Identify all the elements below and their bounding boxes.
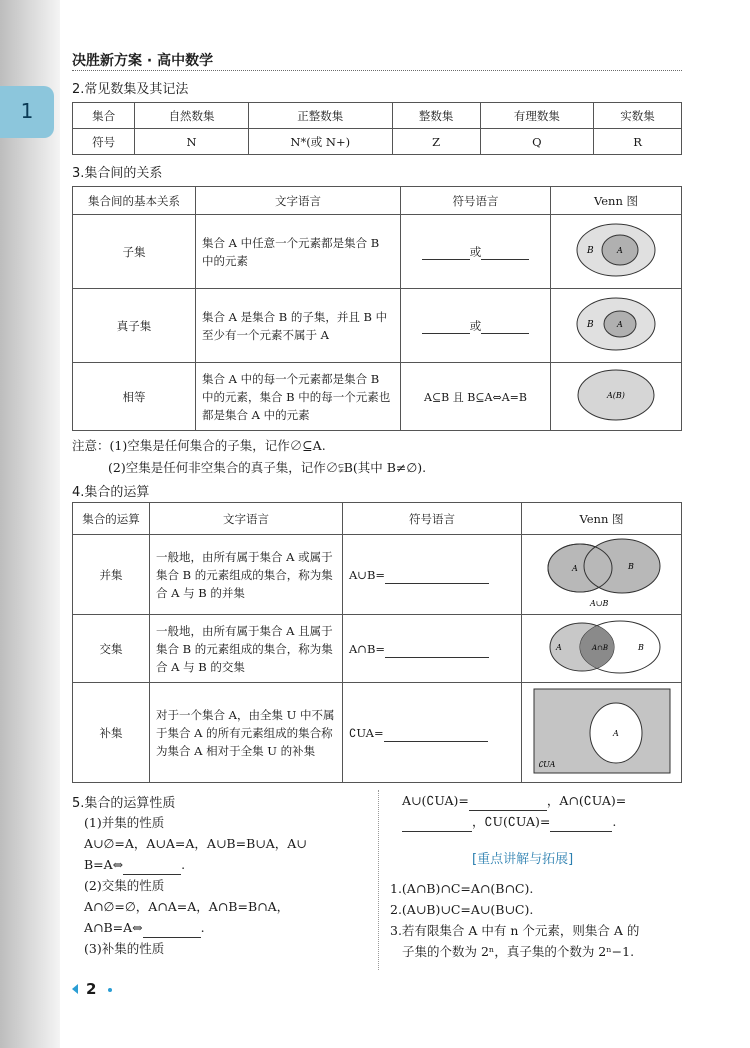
kp-2: 2.(A∪B)∪C=A∪(B∪C). [390, 902, 534, 917]
cell: 符号 [73, 129, 135, 155]
venn-label: A [555, 643, 562, 652]
cell: 集合的运算 [73, 503, 150, 535]
page-header: 决胜新方案 · 高中数学 [72, 53, 214, 69]
cell: 符号语言 [343, 503, 522, 535]
p3-title: (3)补集的性质 [84, 941, 165, 956]
cell: Venn 图 [522, 503, 682, 535]
rc-text: ，∁U(∁UA)= [472, 814, 551, 829]
cell: 有理数集 [480, 103, 594, 129]
answer-blank[interactable] [385, 583, 489, 584]
cell [401, 215, 551, 289]
key-points [390, 878, 690, 962]
cell [551, 289, 682, 363]
cell: 相等 [73, 363, 196, 431]
page-arrow-icon [72, 984, 78, 994]
cell: 集合 A 中任意一个元素都是集合 B 中的元素 [196, 215, 401, 289]
cell [522, 615, 682, 683]
section-3-title: 3.集合间的关系 [72, 166, 163, 181]
cell: 集合 [73, 103, 135, 129]
kp-1: 1.(A∩B)∩C=A∩(B∩C). [390, 881, 534, 896]
cell: 补集 [73, 683, 150, 783]
kp-3-l2: 子集的个数为 2ⁿ，真子集的个数为 2ⁿ−1. [402, 944, 635, 959]
venn-intersection [532, 616, 672, 678]
cell: 符号语言 [401, 187, 551, 215]
cell [522, 535, 682, 615]
rc-line1 [402, 790, 692, 811]
venn-label: B [587, 320, 594, 330]
venn-subset [571, 220, 661, 280]
right-column [402, 790, 692, 832]
rc-text: ，A∩(∁UA)= [546, 793, 627, 808]
symbol-text: A∪B= [349, 567, 386, 582]
note-2: (2)空集是任何非空集合的真子集，记作∅⫋B(其中 B≠∅). [108, 460, 427, 475]
kp-3-l1: 3.若有限集合 A 中有 n 个元素，则集合 A 的 [390, 923, 640, 938]
key-points-title: [重点讲解与拓展] [472, 852, 574, 867]
cell [343, 615, 522, 683]
note-1: 注意：(1)空集是任何集合的子集，记作∅⊆A. [72, 438, 326, 453]
section-4-title: 4.集合的运算 [72, 485, 150, 500]
venn-label: B [627, 562, 634, 571]
cell: 自然数集 [135, 103, 249, 129]
cell: 文字语言 [150, 503, 343, 535]
column-divider [378, 790, 379, 970]
number-sets-table [72, 102, 682, 155]
cell: 一般地，由所有属于集合 A 或属于集合 B 的元素组成的集合，称为集合 A 与 B 的并集 [150, 535, 343, 615]
cell: 一般地，由所有属于集合 A 且属于集合 B 的元素组成的集合，称为集合 A 与 B 的交集 [150, 615, 343, 683]
page-dot-icon [108, 988, 112, 992]
cell: 文字语言 [196, 187, 401, 215]
symbol-text: A∩B= [349, 641, 386, 656]
cell: Z [392, 129, 480, 155]
answer-blank[interactable] [422, 259, 470, 260]
page-number: 2 [86, 980, 97, 998]
cell: 正整数集 [248, 103, 392, 129]
cell: 并集 [73, 535, 150, 615]
venn-label: A [571, 564, 578, 573]
p2-line1: A∩∅=∅，A∩A=A，A∩B=B∩A， [84, 899, 290, 914]
cell [401, 289, 551, 363]
relations-table [72, 186, 682, 431]
cell [522, 683, 682, 783]
cell [551, 363, 682, 431]
or-text: 或 [469, 244, 482, 259]
cell: N*(或 N+) [248, 129, 392, 155]
venn-union [532, 535, 672, 611]
answer-blank[interactable] [481, 259, 529, 260]
section-2-title: 2.常见数集及其记法 [72, 82, 189, 97]
venn-label: A∩B [591, 644, 608, 652]
answer-blank[interactable] [384, 741, 488, 742]
section-5-title: 5.集合的运算性质 [72, 796, 176, 811]
venn-proper-subset [571, 294, 661, 354]
cell: 交集 [73, 615, 150, 683]
chapter-tab: 1 [0, 86, 54, 138]
venn-caption: A∪B [589, 599, 608, 608]
cell: Q [480, 129, 594, 155]
p1-line1: A∪∅=A，A∪A=A，A∪B=B∪A，A∪ [84, 836, 307, 851]
p2-line2-text: A∩B=A⇔ [84, 920, 143, 935]
p2-line2: A∩B=A⇔ . [84, 917, 364, 938]
page-edge-bar [0, 0, 60, 1048]
venn-label: A(B) [607, 391, 625, 400]
cell: A⊆B 且 B⊆A⇔A=B [401, 363, 551, 431]
p1-title: (1)并集的性质 [84, 815, 165, 830]
answer-blank[interactable] [422, 333, 470, 334]
operations-table [72, 502, 682, 783]
cell: R [594, 129, 682, 155]
p1-line2-text: B=A⇔ [84, 857, 124, 872]
venn-equal [571, 366, 661, 424]
venn-label: A [612, 729, 619, 738]
cell [551, 215, 682, 289]
venn-label: A [617, 320, 623, 329]
venn-label: B [587, 246, 594, 256]
cell [343, 535, 522, 615]
answer-blank[interactable] [385, 657, 489, 658]
cell: N [135, 129, 249, 155]
cell: 集合 A 中的每一个元素都是集合 B 中的元素，集合 B 中的每一个元素也都是集合 A 中的元素 [196, 363, 401, 431]
cell: 子集 [73, 215, 196, 289]
answer-blank[interactable] [550, 831, 612, 832]
section-5-body [84, 812, 364, 959]
venn-label: B [637, 643, 644, 652]
symbol-text: ∁UA= [349, 725, 384, 740]
cell: Venn 图 [551, 187, 682, 215]
or-text: 或 [469, 318, 482, 333]
rc-line2: ，∁U(∁UA)= . [402, 811, 692, 832]
header-rule [72, 70, 682, 71]
venn-caption: ∁UA [537, 760, 555, 769]
cell: 整数集 [392, 103, 480, 129]
cell: 集合间的基本关系 [73, 187, 196, 215]
cell: 集合 A 是集合 B 的子集，并且 B 中至少有一个元素不属于 A [196, 289, 401, 363]
answer-blank[interactable] [402, 831, 472, 832]
rc-text: A∪(∁UA)= [402, 793, 469, 808]
venn-label: A [617, 246, 623, 255]
cell: 实数集 [594, 103, 682, 129]
venn-complement [532, 687, 672, 775]
p2-title: (2)交集的性质 [84, 878, 165, 893]
answer-blank[interactable] [481, 333, 529, 334]
p1-line2: B=A⇔ . [84, 854, 364, 875]
cell: 对于一个集合 A，由全集 U 中不属于集合 A 的所有元素组成的集合称为集合 A 相对于全集 U 的补集 [150, 683, 343, 783]
cell [343, 683, 522, 783]
cell: 真子集 [73, 289, 196, 363]
